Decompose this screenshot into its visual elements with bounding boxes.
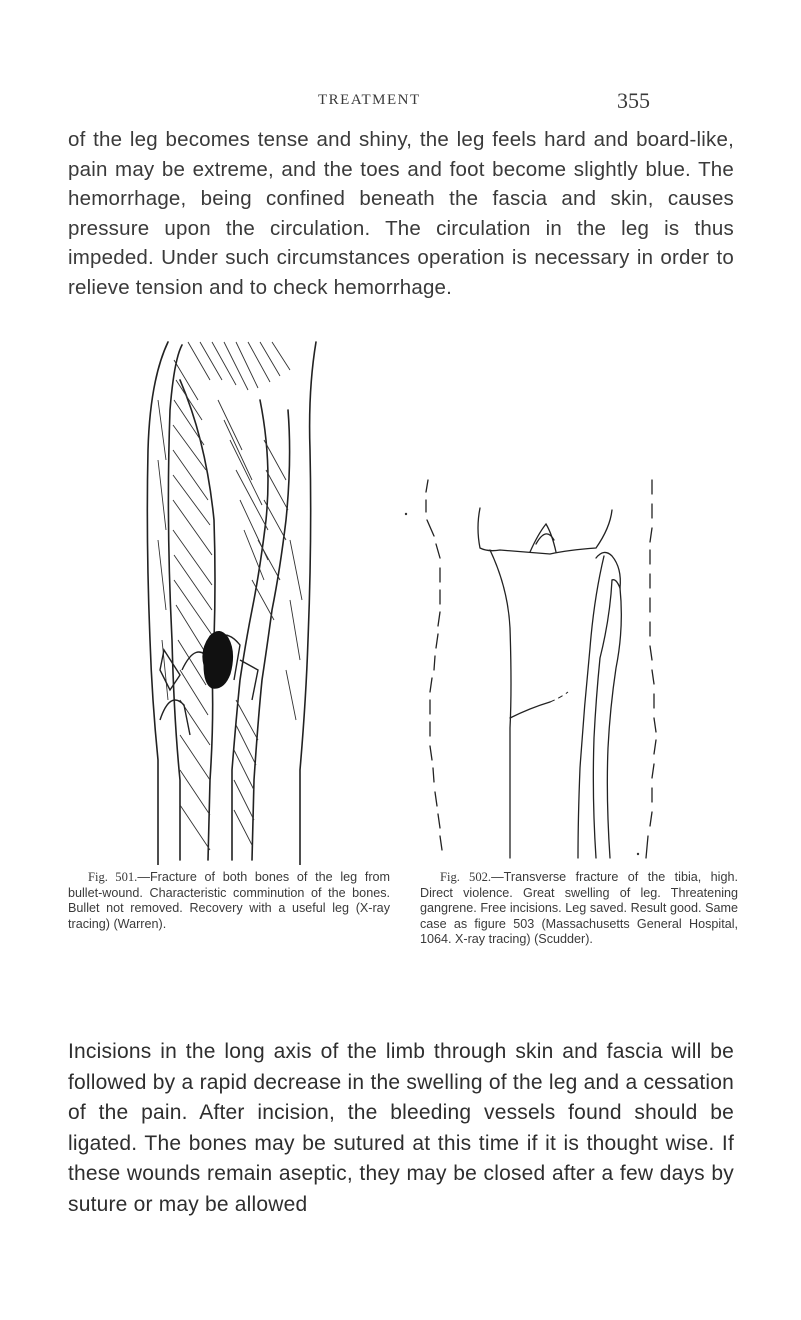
figure-502-xray-tracing xyxy=(400,478,665,863)
caption-fig-501-text: —Fracture of both bones of the leg from bullet-wound. Characteristic comminution of the bones. Bullet not removed. Recovery with a useful leg (X-ray tracing) (Warren). xyxy=(68,870,391,931)
caption-fig-502-text: —Transverse fracture of the tibia, high. Direct violence. Great swelling of leg. Threatening gangrene. Free incisions. Leg saved. Result good. Same case as figure 503 (Massachusetts General Hospital, 1064. X-ray tracing) (Scudder). xyxy=(420,870,738,946)
caption-fig-501 xyxy=(68,870,390,932)
page-number: 355 xyxy=(617,88,650,113)
figure-501-xray-tracing xyxy=(140,340,320,865)
page-header xyxy=(0,90,801,120)
caption-fig-502-label: Fig. 502. xyxy=(440,870,492,884)
bullet-shape xyxy=(203,631,233,688)
caption-fig-502 xyxy=(420,870,738,948)
paragraph-bottom: Incisions in the long axis of the limb through skin and fascia will be followed by a rapid decrease in the swelling of the leg and a cessation of the pain. After incision, the bleeding vessels found should be ligated. The bones may be sutured at this time if it is thought wise. If these wounds remain aseptic, they may be closed after a few days by suture or may be allowed xyxy=(68,1040,734,1216)
caption-fig-501-label: Fig. 501. xyxy=(88,870,138,884)
running-head: TREATMENT xyxy=(318,92,421,108)
paragraph-top: of the leg becomes tense and shiny, the leg feels hard and board-like, pain may be extreme, and the toes and foot become slightly blue. The hemorrhage, being confined beneath the fascia and skin, causes pressure upon the circulation. The circulation in the leg is thus impeded. Under such circumstances operation is necessary in order to relieve tension and to check hemorrhage. xyxy=(68,128,734,299)
